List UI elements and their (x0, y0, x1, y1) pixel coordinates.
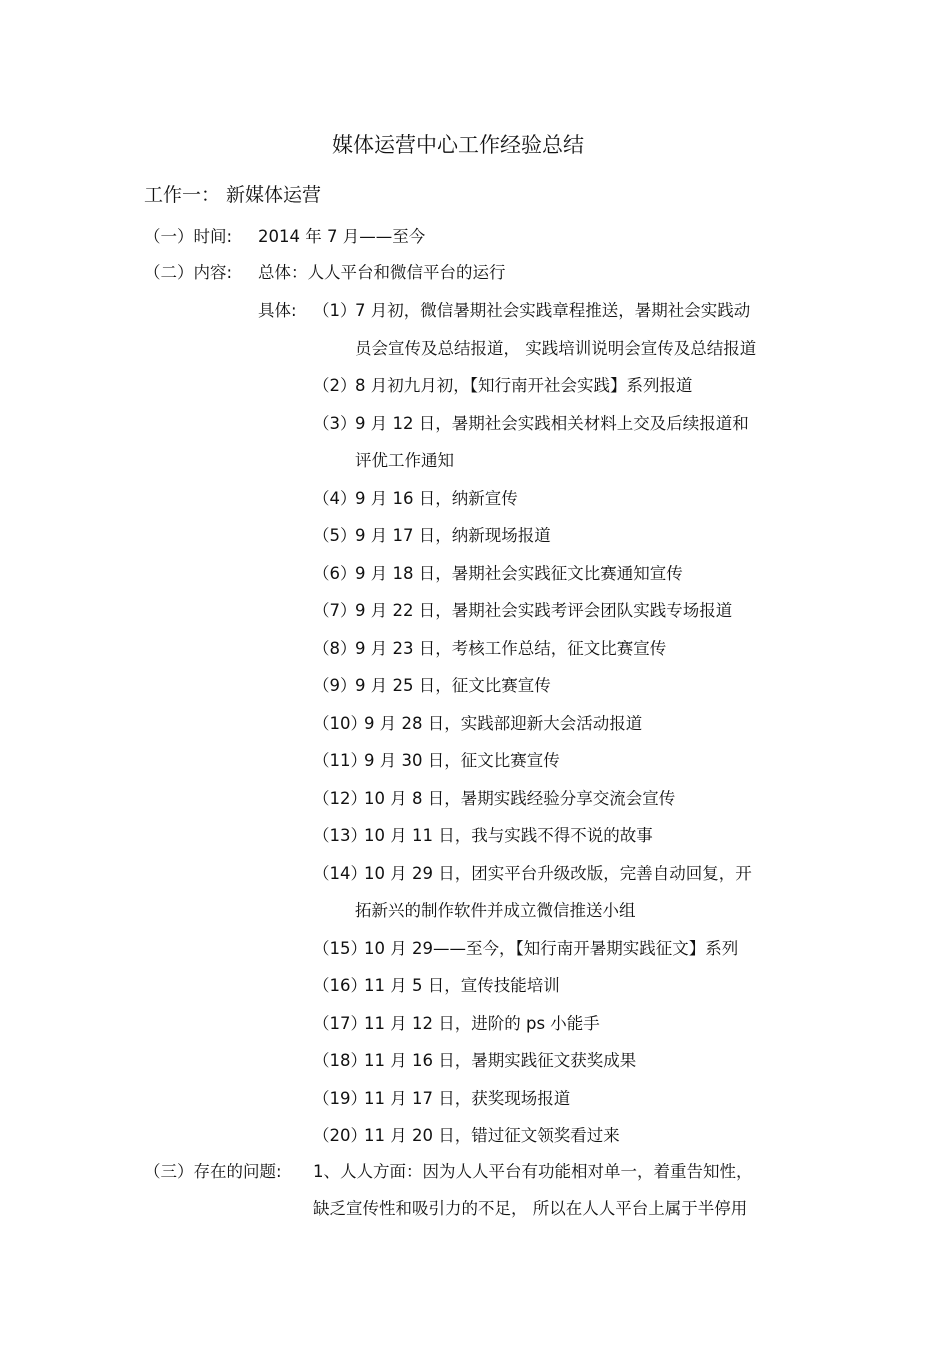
item-text: 9 月 22 日，暑期社会实践考评会团队实践专场报道 (355, 601, 733, 620)
time-label: （一）时间: (144, 227, 233, 246)
item-text: 10 月 29 日，团实平台升级改版，完善自动回复，开 (364, 863, 752, 883)
document-title: 媒体运营中心工作经验总结 (332, 133, 584, 157)
item-text: 9 月 12 日，暑期社会实践相关材料上交及后续报道和 (355, 413, 749, 433)
item-text: 9 月 17 日，纳新现场报道 (355, 526, 551, 545)
content-overall: 总体：人人平台和微信平台的运行 (258, 263, 506, 282)
item-text: 拓新兴的制作软件并成立微信推送小组 (355, 901, 636, 920)
item-text: 8 月初九月初，【知行南开社会实践】系列报道 (355, 376, 693, 395)
content-label: （二）内容: (144, 263, 233, 282)
item-number: （20） (313, 1126, 367, 1145)
item-text: 10 月 11 日，我与实践不得不说的故事 (364, 826, 653, 845)
item-text: 评优工作通知 (355, 451, 454, 470)
item-number: （1） (313, 301, 357, 320)
item-text: 11 月 20 日，错过征文领奖看过来 (364, 1126, 620, 1145)
item-number: （11） (313, 751, 367, 770)
item-number: （9） (313, 676, 357, 695)
item-number: （13） (313, 826, 367, 845)
item-text: 9 月 16 日，纳新宣传 (355, 488, 518, 508)
item-text: 9 月 23 日，考核工作总结，征文比赛宣传 (355, 638, 667, 658)
problem-line: 缺乏宣传性和吸引力的不足， 所以在人人平台上属于半停用 (313, 1199, 748, 1218)
item-number: （10） (313, 713, 367, 733)
item-number: （4） (313, 488, 357, 508)
item-text: 11 月 12 日，进阶的 ps 小能手 (364, 1013, 600, 1033)
item-number: （19） (313, 1088, 367, 1108)
item-number: （8） (313, 638, 357, 658)
item-number: （2） (313, 376, 357, 395)
item-number: （3） (313, 413, 357, 433)
time-value: 2014 年 7 月——至今 (258, 227, 426, 246)
item-text: 11 月 17 日，获奖现场报道 (364, 1088, 571, 1108)
problem-label: （三）存在的问题: (144, 1162, 282, 1181)
item-number: （5） (313, 526, 357, 545)
item-number: （16） (313, 976, 367, 995)
item-text: 9 月 30 日，征文比赛宣传 (364, 751, 560, 770)
item-text: 员会宣传及总结报道， 实践培训说明会宣传及总结报道 (355, 338, 757, 358)
item-text: 9 月 18 日，暑期社会实践征文比赛通知宣传 (355, 563, 683, 583)
item-number: （7） (313, 601, 357, 620)
item-text: 9 月 28 日，实践部迎新大会活动报道 (364, 713, 643, 733)
problem-line: 1、人人方面：因为人人平台有功能相对单一，着重告知性， (313, 1162, 753, 1181)
item-number: （15） (313, 938, 367, 958)
item-number: （17） (313, 1013, 367, 1033)
item-number: （18） (313, 1051, 367, 1070)
item-text: 7 月初，微信暑期社会实践章程推送，暑期社会实践动 (355, 301, 751, 320)
item-text: 9 月 25 日，征文比赛宣传 (355, 676, 551, 695)
item-text: 10 月 29——至今，【知行南开暑期实践征文】系列 (364, 938, 739, 958)
section-heading: 工作一： 新媒体运营 (144, 184, 322, 206)
item-text: 11 月 5 日，宣传技能培训 (364, 976, 560, 995)
item-number: （12） (313, 788, 367, 808)
item-number: （14） (313, 863, 367, 883)
specific-label: 具体: (258, 301, 297, 320)
item-text: 10 月 8 日，暑期实践经验分享交流会宣传 (364, 788, 676, 808)
item-number: （6） (313, 563, 357, 583)
item-text: 11 月 16 日，暑期实践征文获奖成果 (364, 1051, 637, 1070)
